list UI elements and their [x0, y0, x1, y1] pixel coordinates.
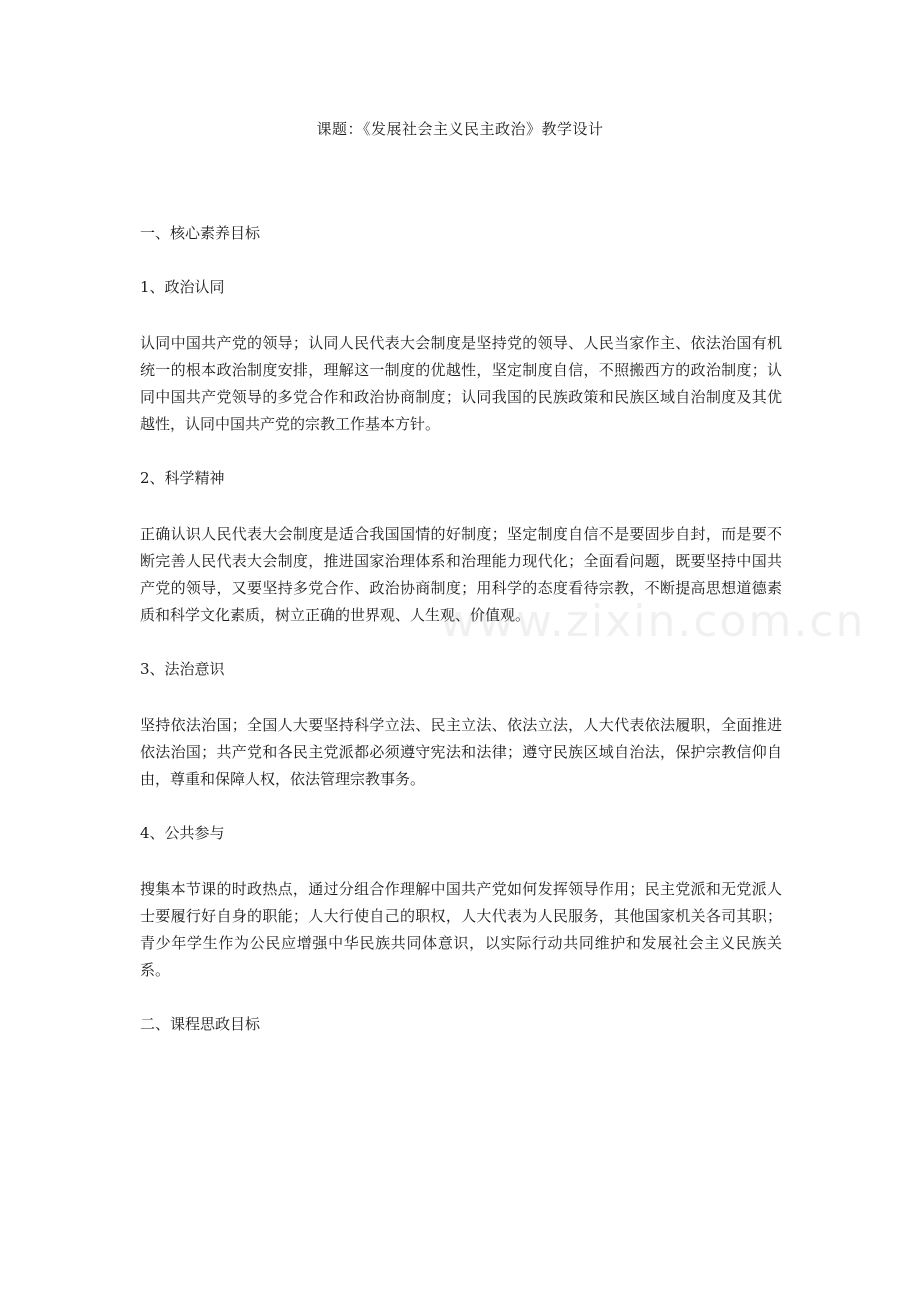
paragraph-public-participation: 搜集本节课的时政热点，通过分组合作理解中国共产党如何发挥领导作用；民主党派和无党派人士要履行好自身的职能；人大行使自己的职权，人大代表为人民服务，其他国家机关各司其职；青少年学生作为公民应增强中华民族共同体意识，以实际行动共同维护和发展社会主义民族关系。 [140, 880, 782, 979]
section-heading-core-literacy: 一、核心素养目标 [140, 224, 261, 242]
paragraph-scientific-spirit: 正确认识人民代表大会制度是适合我国国情的好制度；坚定制度自信不是要固步自封，而是要不断完善人民代表大会制度，推进国家治理体系和治理能力现代化；全面看问题，既要坚持中国共产党的领导，又要坚持多党合作、政治协商制度；用科学的态度看待宗教，不断提高思想道德素质和科学文化素质，树立正确的世界观、人生观、价值观。 [140, 525, 782, 624]
subheading-rule-of-law: 3、法治意识 [140, 660, 225, 678]
subheading-public-participation: 4、公共参与 [140, 824, 225, 842]
watermark: www.zixin.com.cn [440, 596, 866, 647]
document-body [140, 222, 782, 1035]
document-title: 课题：《发展社会主义民主政治》教学设计 [316, 120, 604, 138]
subheading-scientific-spirit: 2、科学精神 [140, 469, 225, 487]
subheading-political-identity: 1、政治认同 [140, 278, 225, 296]
paragraph-rule-of-law: 坚持依法治国；全国人大要坚持科学立法、民主立法、依法立法，人大代表依法履职，全面推进依法治国；共产党和各民主党派都必须遵守宪法和法律；遵守民族区域自治法，保护宗教信仰自由，尊重和保障人权，依法管理宗教事务。 [140, 716, 782, 788]
paragraph-political-identity: 认同中国共产党的领导；认同人民代表大会制度是坚持党的领导、人民当家作主、依法治国有机统一的根本政治制度安排，理解这一制度的优越性，坚定制度自信，不照搬西方的政治制度；认同中国共产党领导的多党合作和政治协商制度；认同我国的民族政策和民族区域自治制度及其优越性，认同中国共产党的宗教工作基本方针。 [140, 334, 782, 433]
section-heading-ideological-goals: 二、课程思政目标 [140, 1015, 261, 1033]
